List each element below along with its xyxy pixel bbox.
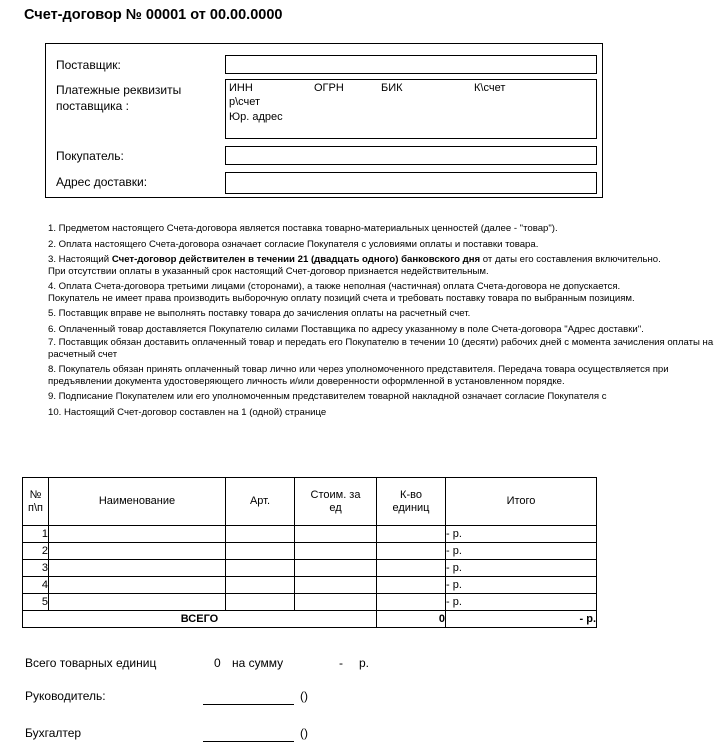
clause-3-prefix: 3. Настоящий — [48, 254, 112, 265]
cell-name[interactable] — [49, 594, 226, 611]
clause-4 — [48, 281, 723, 304]
clause-3-suffix: от даты его составления включительно. — [480, 254, 661, 265]
buyer-label: Покупатель: — [56, 149, 124, 163]
accountant-signature-line[interactable] — [203, 741, 294, 742]
cell-name[interactable] — [49, 560, 226, 577]
cell-art[interactable] — [226, 577, 295, 594]
director-signature-line[interactable] — [203, 704, 294, 705]
cell-price[interactable] — [295, 526, 377, 543]
cell-art[interactable] — [226, 594, 295, 611]
units-label: Всего товарных единиц — [25, 656, 157, 670]
clause-1: 1. Предметом настоящего Счета-договора является поставка товарно-материальных ценностей (далее - "товар"). — [48, 223, 558, 234]
table-row — [23, 543, 597, 560]
cell-name[interactable] — [49, 577, 226, 594]
clause-6: 6. Оплаченный товар доставляется Покупателю силами Поставщика по адресу указанному в поле Счета-договора "Адрес доставки". — [48, 323, 644, 335]
clause-3-bold: Счет-договор действителен в течении 21 (двадцать одного) банковского дня — [111, 254, 481, 265]
sum-currency: р. — [359, 656, 370, 670]
cell-qty[interactable] — [377, 594, 446, 611]
table-header-row — [23, 478, 597, 526]
clause-4-line2: Покупатель не имеет права производить выборочную оплату позиций счета и требовать поставку товара по выбранным позициям. — [48, 292, 635, 304]
cell-total: - р. — [446, 526, 597, 543]
row-number: 5 — [23, 594, 49, 611]
requisites-label-line2: поставщика : — [56, 99, 130, 113]
row-number: 3 — [23, 560, 49, 577]
delivery-address-field[interactable] — [225, 172, 597, 194]
header-price: Стоим. за ед — [295, 478, 377, 526]
table-row — [23, 560, 597, 577]
header-art: Арт. — [226, 478, 295, 526]
director-label: Руководитель: — [25, 689, 106, 703]
cell-price[interactable] — [295, 594, 377, 611]
cell-name[interactable] — [49, 526, 226, 543]
cell-art[interactable] — [226, 543, 295, 560]
bik-label: БИК — [381, 82, 403, 94]
clause-7: 7. Поставщик обязан доставить оплаченный товар и передать его Покупателю в течении 10 (десяти) рабочих дней с момента зачисления оплаты на расчетный счет — [48, 337, 714, 360]
cell-art[interactable] — [226, 560, 295, 577]
header-qty: К-во единиц — [377, 478, 446, 526]
table-total-row — [23, 611, 597, 628]
cell-qty[interactable] — [377, 560, 446, 577]
clause-3-line2: При отсутствии оплаты в указанный срок настоящий Счет-договор признается недействительным. — [48, 265, 489, 277]
cell-total: - р. — [446, 543, 597, 560]
supplier-field[interactable] — [225, 55, 597, 74]
requisites-field[interactable] — [225, 79, 597, 139]
cell-total: - р. — [446, 577, 597, 594]
cell-total: - р. — [446, 560, 597, 577]
sum-value: - — [339, 656, 343, 670]
units-value: 0 — [214, 656, 221, 670]
total-qty: 0 — [377, 611, 446, 628]
cell-price[interactable] — [295, 577, 377, 594]
items-table — [22, 477, 597, 628]
row-number: 2 — [23, 543, 49, 560]
requisites-label-line1: Платежные реквизиты — [56, 83, 182, 97]
cell-total: - р. — [446, 594, 597, 611]
buyer-field[interactable] — [225, 146, 597, 165]
clause-9: 9. Подписание Покупателем или его уполномоченным представителем товарной накладной означает согласие Покупателя с — [48, 391, 607, 402]
director-name-paren: () — [300, 689, 308, 703]
total-label: ВСЕГО — [23, 611, 377, 628]
header-name: Наименование — [49, 478, 226, 526]
clause-2: 2. Оплата настоящего Счета-договора означает согласие Покупателя с условиями оплаты и поставки товара. — [48, 238, 539, 250]
clause-4-line1: 4. Оплата Счета-договора третьими лицами (сторонами), а также неполная (частичная) оплата Счета-договора не допускается. — [48, 281, 621, 292]
clause-10: 10. Настоящий Счет-договор составлен на 1 (одной) странице — [48, 406, 327, 418]
kschet-label: К\счет — [474, 82, 506, 94]
total-sum: - р. — [446, 611, 597, 628]
supplier-label: Поставщик: — [56, 58, 121, 72]
cell-qty[interactable] — [377, 577, 446, 594]
clause-5: 5. Поставщик вправе не выполнять поставку товара до зачисления оплаты на расчетный счет. — [48, 308, 471, 319]
table-row — [23, 526, 597, 543]
cell-price[interactable] — [295, 560, 377, 577]
accountant-name-paren: () — [300, 726, 308, 740]
cell-qty[interactable] — [377, 543, 446, 560]
ogrn-label: ОГРН — [314, 82, 344, 94]
supplier-details-box — [45, 43, 603, 198]
header-no: № п\п — [23, 478, 49, 526]
cell-qty[interactable] — [377, 526, 446, 543]
accountant-label: Бухгалтер — [25, 726, 82, 740]
cell-price[interactable] — [295, 543, 377, 560]
inn-label: ИНН — [229, 82, 253, 94]
table-row — [23, 594, 597, 611]
header-total: Итого — [446, 478, 597, 526]
delivery-address-label: Адрес доставки: — [56, 175, 148, 189]
address-label: Юр. адрес — [229, 111, 283, 123]
rschet-label: р\счет — [229, 96, 261, 108]
table-row — [23, 577, 597, 594]
document-title: Счет-договор № 00001 от 00.00.0000 — [24, 7, 283, 23]
row-number: 4 — [23, 577, 49, 594]
contract-clauses — [48, 223, 723, 422]
cell-art[interactable] — [226, 526, 295, 543]
sum-label: на сумму — [232, 656, 284, 670]
row-number: 1 — [23, 526, 49, 543]
cell-name[interactable] — [49, 543, 226, 560]
clause-8: 8. Покупатель обязан принять оплаченный товар лично или через уполномоченного представителя. Передача товара осуществляется при предъявлении документа удостоверяющего личность и/или доверенности оформленной в установленном порядке. — [48, 364, 669, 387]
clause-3 — [48, 254, 723, 277]
